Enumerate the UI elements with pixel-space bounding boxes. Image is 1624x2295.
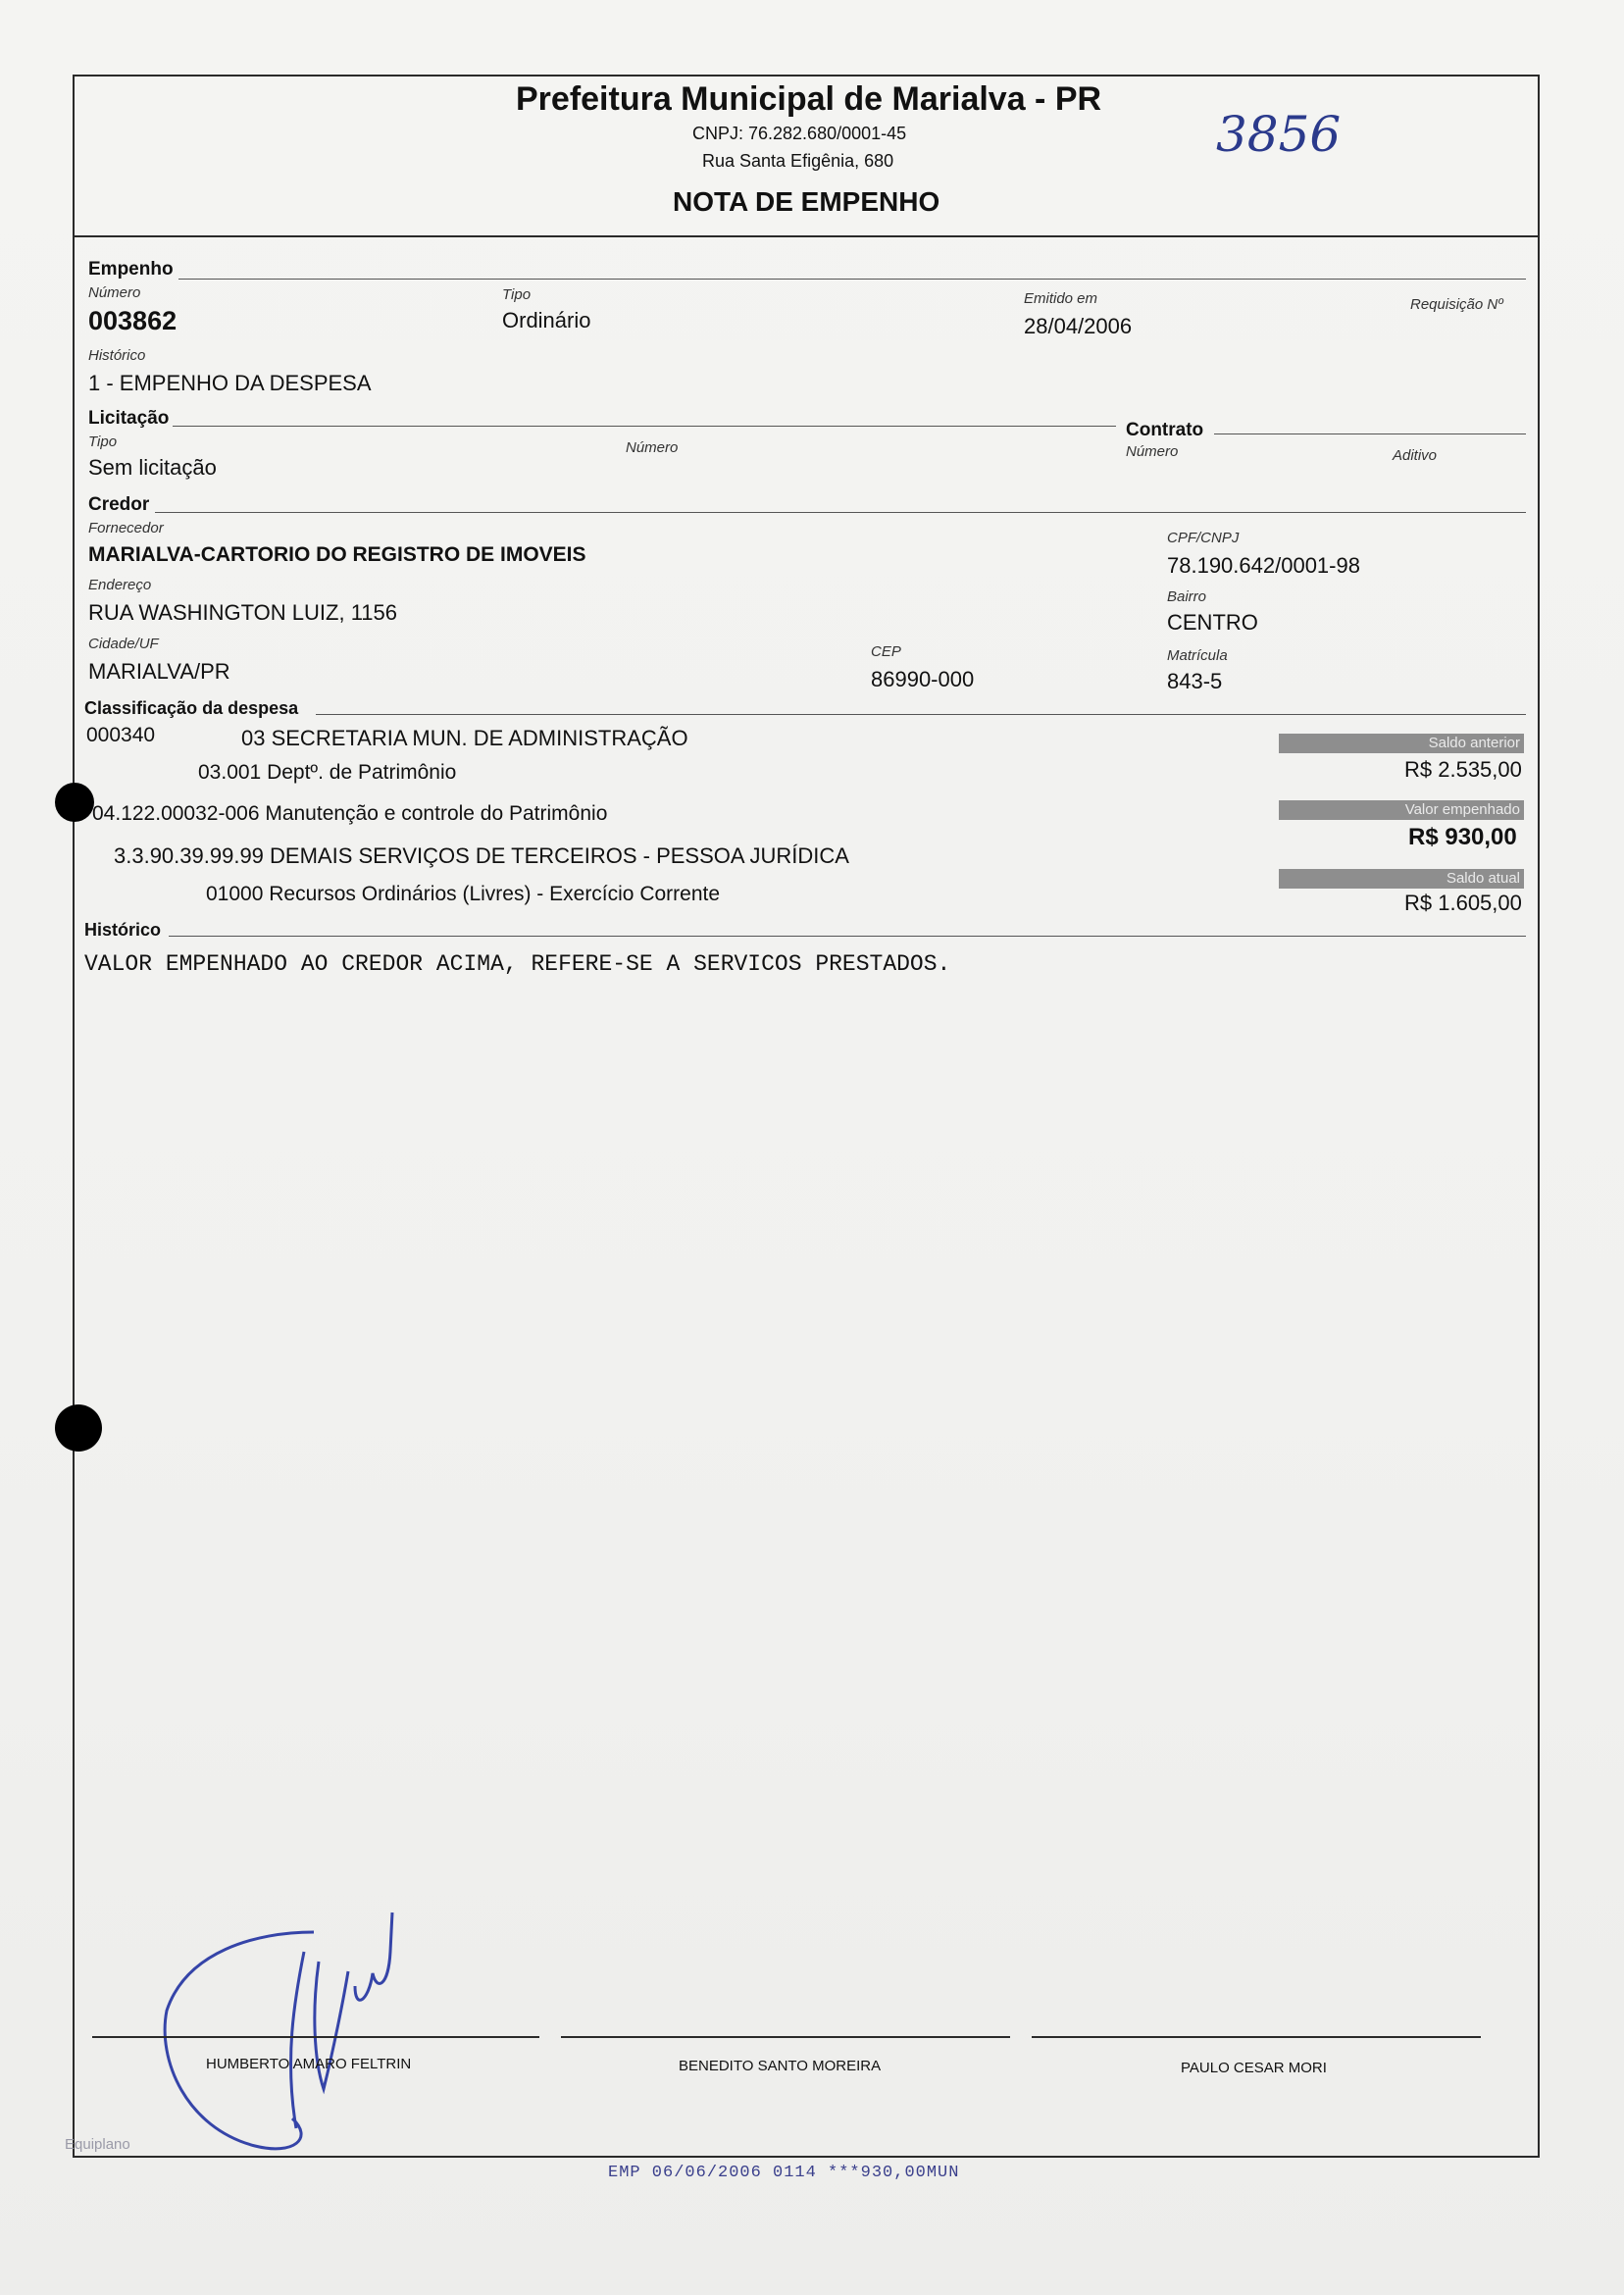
valor-empenhado-label: Valor empenhado	[1279, 800, 1524, 820]
matricula-value: 843-5	[1167, 669, 1223, 693]
equiplano-brand: Equiplano	[65, 2136, 130, 2153]
signature-scribble	[147, 1893, 441, 2168]
aditivo-label: Aditivo	[1393, 447, 1438, 464]
signature-name-2: BENEDITO SANTO MOREIRA	[679, 2058, 882, 2074]
section-empenho: Empenho	[88, 259, 174, 280]
cidade-value: MARIALVA/PR	[88, 659, 230, 684]
cpf-label: CPF/CNPJ	[1167, 530, 1240, 546]
document-title: NOTA DE EMPENHO	[673, 186, 940, 217]
emitido-date: 28/04/2006	[1024, 314, 1133, 338]
section-rule	[178, 279, 1526, 280]
contrato-numero-label: Número	[1126, 443, 1179, 460]
classificacao-line4: 3.3.90.39.99.99 DEMAIS SERVIÇOS DE TERCEIROS - PESSOA JURÍDICA	[114, 843, 849, 868]
section-rule	[316, 714, 1526, 715]
classificacao-line3: 04.122.00032-006 Manutenção e controle do Patrimônio	[92, 802, 608, 825]
empenho-numero: 003862	[88, 306, 178, 335]
section-rule	[169, 936, 1526, 937]
saldo-atual-value: R$ 1.605,00	[1404, 891, 1522, 915]
punch-hole	[55, 783, 94, 822]
signature-line-2	[561, 2036, 1010, 2038]
tipo-label: Tipo	[502, 286, 532, 303]
classificacao-line5: 01000 Recursos Ordinários (Livres) - Exercício Corrente	[206, 883, 721, 905]
empenho-historico: 1 - EMPENHO DA DESPESA	[88, 371, 372, 395]
empenho-tipo: Ordinário	[502, 308, 591, 332]
cnpj-line: CNPJ: 76.282.680/0001-45	[692, 124, 907, 143]
cpf-value: 78.190.642/0001-98	[1167, 553, 1360, 578]
section-rule	[173, 426, 1116, 427]
signature-line-1	[92, 2036, 539, 2038]
handwritten-number: 3856	[1216, 106, 1342, 163]
saldo-atual-label: Saldo atual	[1279, 869, 1524, 889]
header-divider	[73, 235, 1540, 237]
valor-empenhado-value: R$ 930,00	[1408, 824, 1517, 850]
classificacao-line1: 03 SECRETARIA MUN. DE ADMINISTRAÇÃO	[241, 726, 688, 750]
fornecedor-label: Fornecedor	[88, 520, 164, 536]
licitacao-numero-label: Número	[626, 439, 679, 456]
section-classificacao: Classificação da despesa	[84, 698, 299, 718]
municipality-title: Prefeitura Municipal de Marialva - PR	[516, 80, 1102, 118]
punch-hole	[55, 1404, 102, 1452]
section-historico: Histórico	[84, 920, 162, 940]
saldo-anterior-label: Saldo anterior	[1279, 734, 1524, 753]
emitido-label: Emitido em	[1024, 290, 1098, 307]
signature-line-3	[1032, 2036, 1481, 2038]
section-credor: Credor	[88, 494, 150, 515]
section-rule	[155, 512, 1526, 513]
endereco-label: Endereço	[88, 577, 152, 593]
cep-label: CEP	[871, 643, 901, 660]
historico-text: VALOR EMPENHADO AO CREDOR ACIMA, REFERE-SE A SERVICOS PRESTADOS.	[84, 951, 951, 977]
cep-value: 86990-000	[871, 667, 975, 691]
saldo-anterior-value: R$ 2.535,00	[1404, 757, 1522, 782]
matricula-label: Matrícula	[1167, 647, 1228, 664]
bairro-value: CENTRO	[1167, 610, 1258, 635]
address-line: Rua Santa Efigênia, 680	[702, 151, 894, 171]
signature-name-3: PAULO CESAR MORI	[1181, 2060, 1327, 2076]
classificacao-code: 000340	[86, 724, 156, 746]
signature-name-1: HUMBERTO AMARO FELTRIN	[206, 2056, 412, 2072]
endereco-value: RUA WASHINGTON LUIZ, 1156	[88, 600, 398, 625]
numero-label: Número	[88, 284, 141, 301]
section-contrato: Contrato	[1126, 420, 1204, 440]
cidade-label: Cidade/UF	[88, 636, 159, 652]
licitacao-tipo: Sem licitação	[88, 455, 217, 480]
fornecedor-name: MARIALVA-CARTORIO DO REGISTRO DE IMOVEIS	[88, 543, 586, 566]
licitacao-tipo-label: Tipo	[88, 434, 118, 450]
requisicao-label: Requisição Nº	[1410, 296, 1503, 313]
mechanical-stamp: EMP 06/06/2006 0114 ***930,00MUN	[608, 2164, 960, 2182]
historico-label: Histórico	[88, 347, 146, 364]
section-licitacao: Licitação	[88, 408, 170, 429]
classificacao-line2: 03.001 Deptº. de Patrimônio	[198, 761, 457, 784]
bairro-label: Bairro	[1167, 588, 1207, 605]
